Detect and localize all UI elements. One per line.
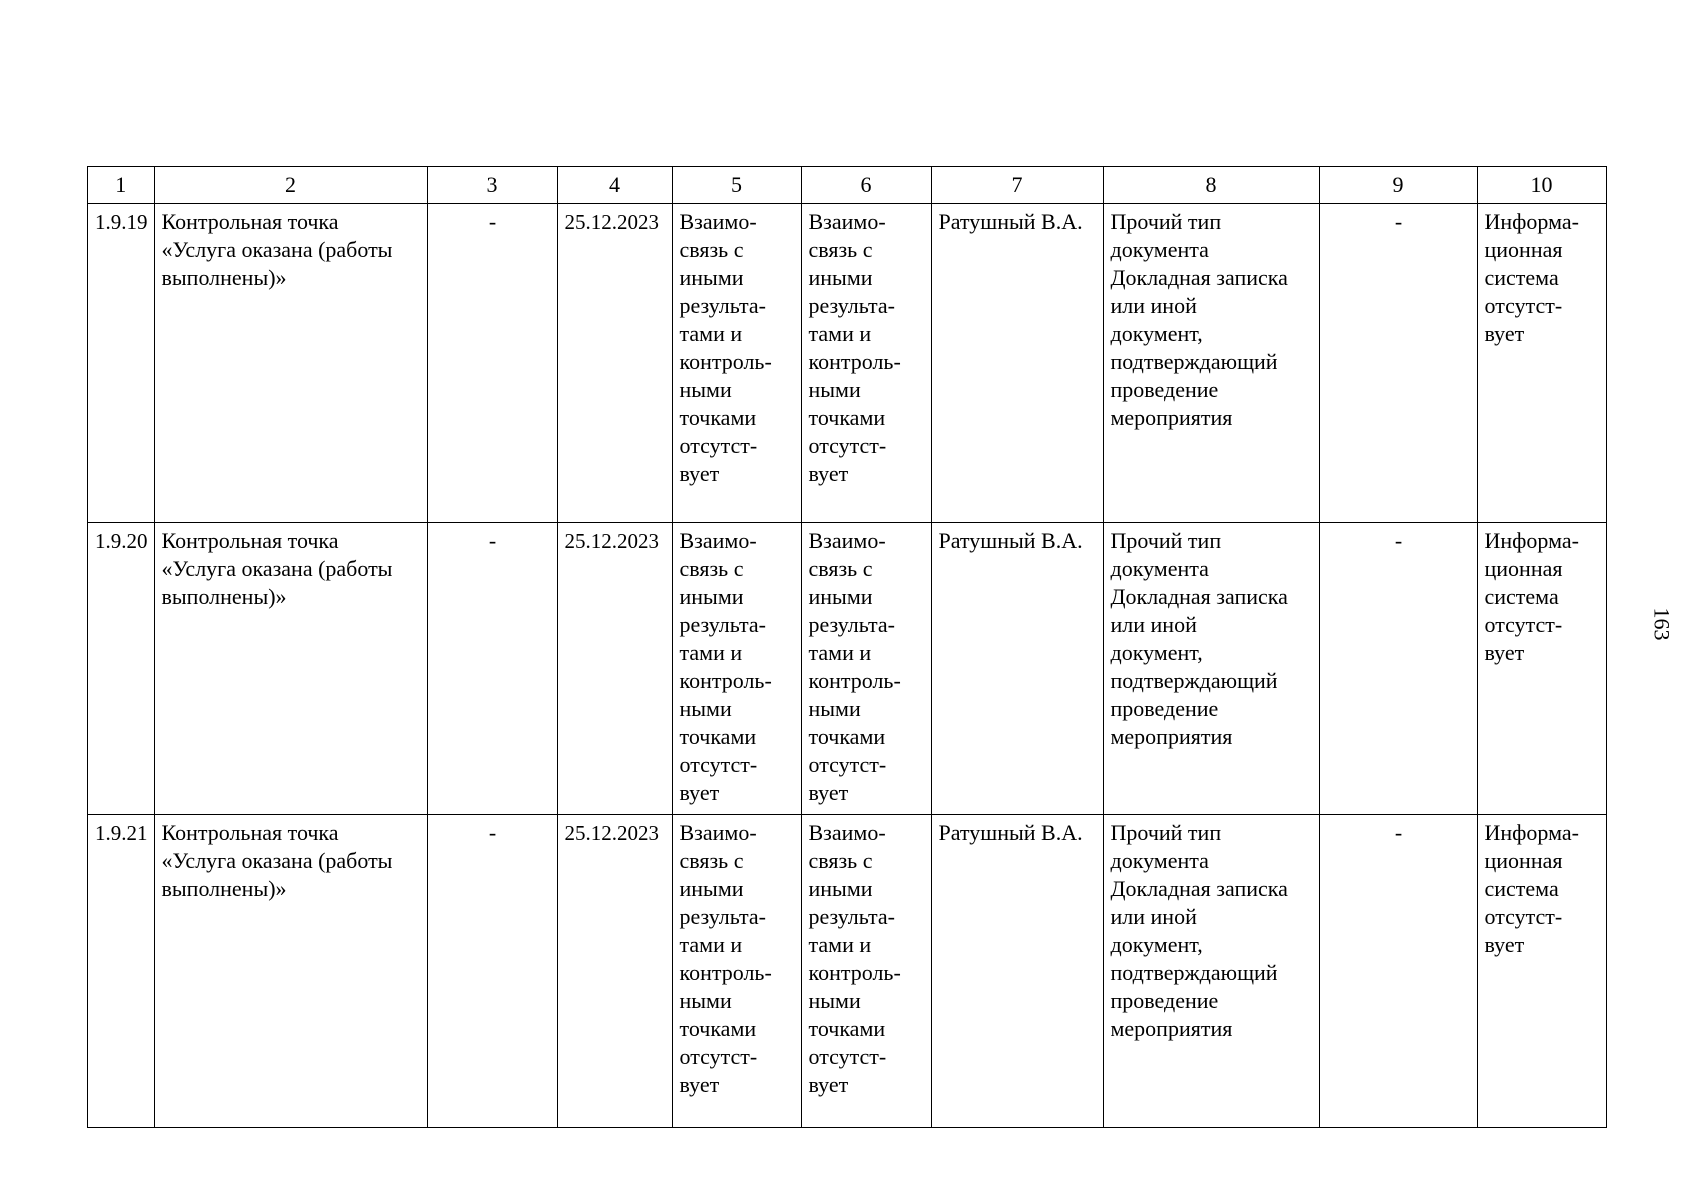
predecessor-cell: Взаимо- связь с иными результа- тами и контроль- ными точками отсутст- вует: [672, 523, 801, 815]
table-row: [88, 815, 1607, 1128]
table-row: [88, 204, 1607, 523]
row-number: 1.9.19: [88, 204, 155, 523]
event-name: Контрольная точка «Услуга оказана (работы выполнены)»: [154, 204, 427, 523]
header-cell-5: 5: [672, 167, 801, 204]
header-cell-2: 2: [154, 167, 427, 204]
page-number: 163: [1649, 607, 1675, 641]
header-cell-1: 1: [88, 167, 155, 204]
header-cell-3: 3: [427, 167, 557, 204]
information-system: Информа- ционная система отсутст- вует: [1477, 204, 1606, 523]
table-row: [88, 523, 1607, 815]
level-cell: -: [1319, 204, 1477, 523]
row-number: 1.9.21: [88, 815, 155, 1128]
event-name: Контрольная точка «Услуга оказана (работы выполнены)»: [154, 523, 427, 815]
end-date: 25.12.2023: [557, 523, 672, 815]
information-system: Информа- ционная система отсутст- вует: [1477, 523, 1606, 815]
header-cell-8: 8: [1103, 167, 1319, 204]
responsible-person: Ратушный В.А.: [931, 204, 1103, 523]
event-name: Контрольная точка «Услуга оказана (работы выполнены)»: [154, 815, 427, 1128]
information-system: Информа- ционная система отсутст- вует: [1477, 815, 1606, 1128]
successor-cell: Взаимо- связь с иными результа- тами и контроль- ными точками отсутст- вует: [801, 815, 931, 1128]
document-type: Прочий тип документа Докладная записка или иной документ, подтверждающий проведение мероприятия: [1103, 523, 1319, 815]
end-date: 25.12.2023: [557, 815, 672, 1128]
successor-cell: Взаимо- связь с иными результа- тами и контроль- ными точками отсутст- вует: [801, 204, 931, 523]
header-cell-7: 7: [931, 167, 1103, 204]
start-date: -: [427, 815, 557, 1128]
responsible-person: Ратушный В.А.: [931, 523, 1103, 815]
level-cell: -: [1319, 523, 1477, 815]
header-cell-6: 6: [801, 167, 931, 204]
predecessor-cell: Взаимо- связь с иными результа- тами и контроль- ными точками отсутст- вует: [672, 204, 801, 523]
level-cell: -: [1319, 815, 1477, 1128]
successor-cell: Взаимо- связь с иными результа- тами и контроль- ными точками отсутст- вует: [801, 523, 931, 815]
header-cell-10: 10: [1477, 167, 1606, 204]
header-cell-9: 9: [1319, 167, 1477, 204]
predecessor-cell: Взаимо- связь с иными результа- тами и контроль- ными точками отсутст- вует: [672, 815, 801, 1128]
end-date: 25.12.2023: [557, 204, 672, 523]
header-cell-4: 4: [557, 167, 672, 204]
control-points-table: [87, 166, 1607, 1128]
responsible-person: Ратушный В.А.: [931, 815, 1103, 1128]
start-date: -: [427, 523, 557, 815]
header-row: [88, 167, 1607, 204]
row-number: 1.9.20: [88, 523, 155, 815]
start-date: -: [427, 204, 557, 523]
table-header: [88, 167, 1607, 204]
document-type: Прочий тип документа Докладная записка или иной документ, подтверждающий проведение мероприятия: [1103, 204, 1319, 523]
document-type: Прочий тип документа Докладная записка или иной документ, подтверждающий проведение мероприятия: [1103, 815, 1319, 1128]
